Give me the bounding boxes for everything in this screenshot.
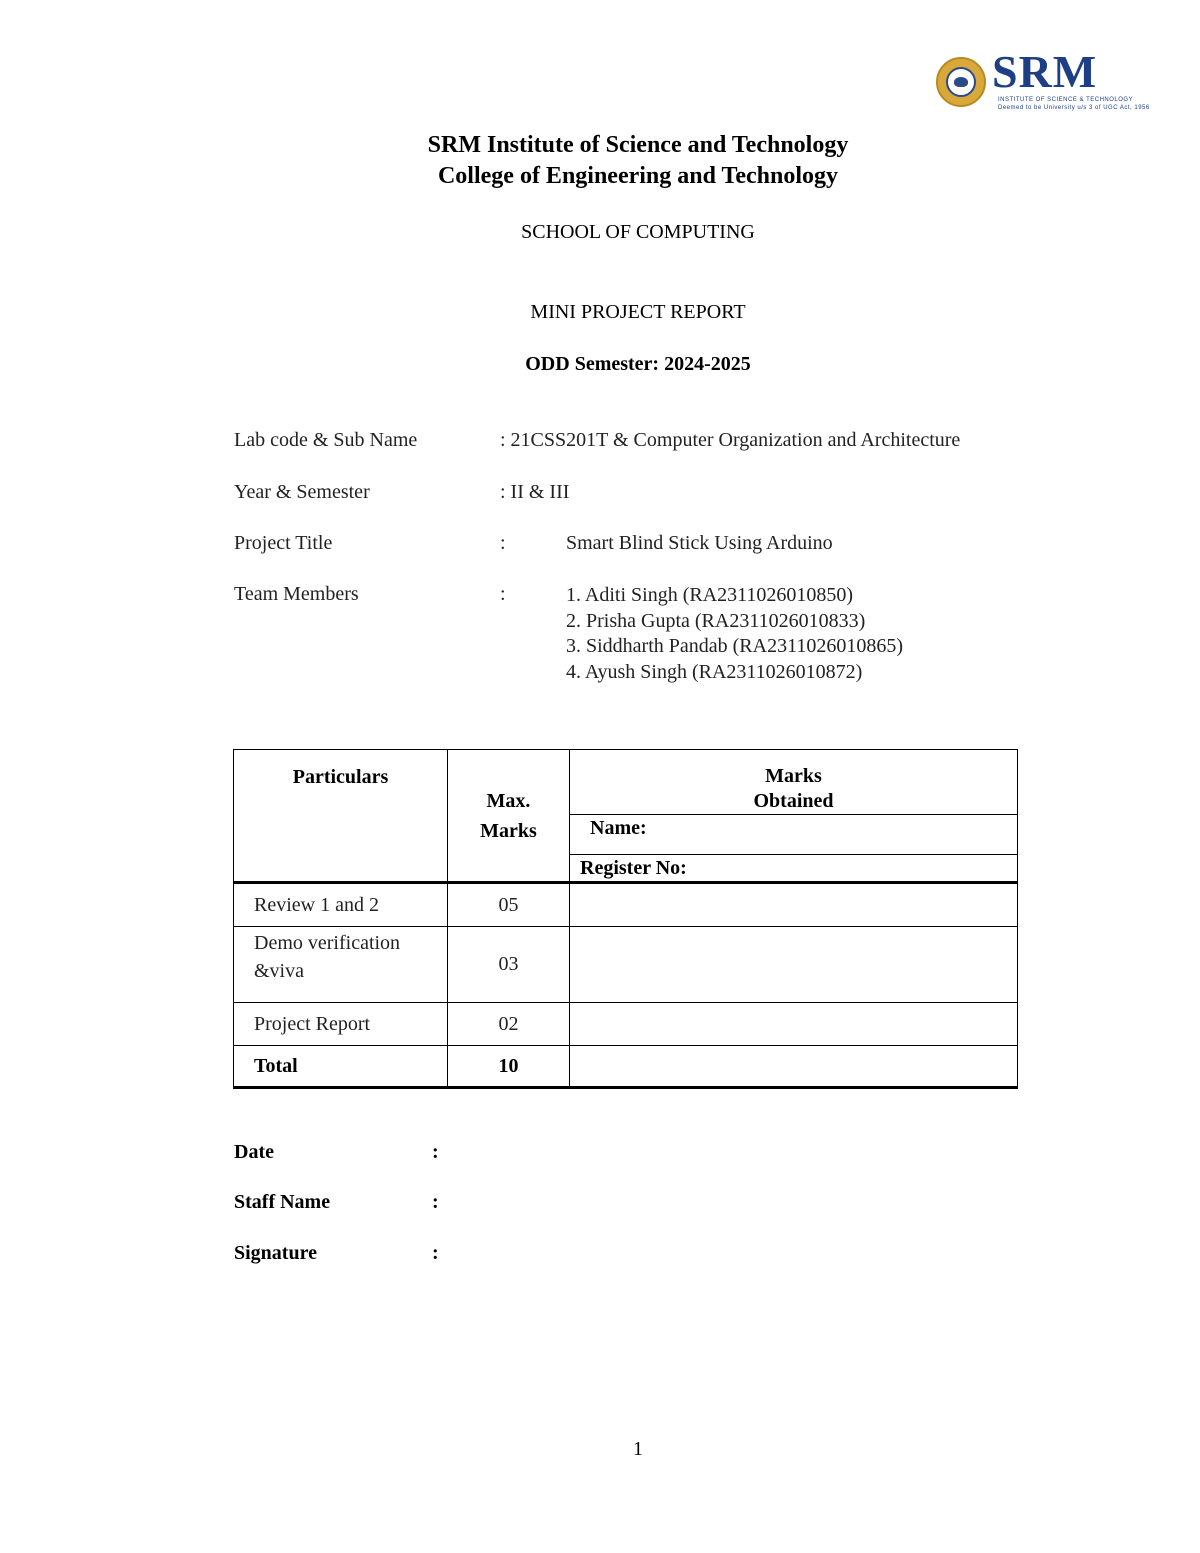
project-title-label: Project Title [234, 532, 333, 554]
project-title-colon: : [500, 532, 506, 554]
team-member: 3. Siddharth Pandab (RA2311026010865) [566, 635, 904, 657]
date-label: Date [234, 1141, 274, 1163]
team-members-colon: : [500, 583, 506, 605]
staff-name-label: Staff Name [234, 1191, 331, 1213]
srm-logo [936, 46, 1150, 111]
project-title-value: Smart Blind Stick Using Arduino [566, 532, 833, 554]
team-member: 4. Ayush Singh (RA2311026010872) [566, 660, 863, 683]
total-obtained-cell[interactable] [570, 1046, 1018, 1088]
signature-colon: : [432, 1242, 439, 1264]
obtained-marks-cell[interactable] [570, 1003, 1018, 1046]
logo-subline-1: INSTITUTE OF SCIENCE & TECHNOLOGY [998, 97, 1134, 103]
marks-table [233, 749, 1018, 1089]
year-semester-label: Year & Semester [234, 481, 370, 503]
max-marks-cell: 05 [448, 883, 570, 927]
institute-title: SRM Institute of Science and Technology [427, 132, 849, 158]
logo-text: SRM [992, 46, 1098, 97]
report-type: MINI PROJECT REPORT [530, 301, 746, 323]
particular-cell: Review 1 and 2 [234, 883, 448, 927]
college-title: College of Engineering and Technology [437, 163, 839, 189]
name-field[interactable]: Name: [570, 815, 1018, 855]
particulars-header: Particulars [234, 750, 448, 883]
marks-obtained-header: Marks Obtained [570, 750, 1018, 815]
team-members-list [566, 583, 903, 685]
max-marks-cell: 03 [448, 927, 570, 1003]
logo-subline-2: Deemed to be University u/s 3 of UGC Act, 1956 [998, 105, 1150, 111]
particular-cell: Project Report [234, 1003, 448, 1046]
particular-cell: Demo verification &viva [234, 927, 448, 1003]
srm-emblem-icon [936, 57, 986, 107]
lab-code-value: : 21CSS201T & Computer Organization and Architecture [500, 429, 961, 451]
lab-code-label: Lab code & Sub Name [234, 429, 418, 451]
total-max-cell: 10 [448, 1046, 570, 1088]
max-marks-header: Max. Marks [448, 750, 570, 883]
team-member: 1. Aditi Singh (RA2311026010850) [566, 584, 854, 606]
team-member: 2. Prisha Gupta (RA2311026010833) [566, 609, 866, 632]
max-marks-cell: 02 [448, 1003, 570, 1046]
semester-line: ODD Semester: 2024-2025 [525, 353, 751, 375]
date-colon: : [432, 1141, 439, 1163]
school-title: SCHOOL OF COMPUTING [521, 221, 755, 243]
obtained-marks-cell[interactable] [570, 883, 1018, 927]
year-semester-value: : II & III [500, 481, 570, 503]
team-members-label: Team Members [234, 583, 359, 605]
obtained-marks-cell[interactable] [570, 927, 1018, 1003]
register-no-field[interactable]: Register No: [570, 855, 1018, 883]
signature-label: Signature [234, 1242, 317, 1264]
staff-name-colon: : [432, 1191, 439, 1213]
total-label-cell: Total [234, 1046, 448, 1088]
page-number: 1 [633, 1438, 643, 1460]
